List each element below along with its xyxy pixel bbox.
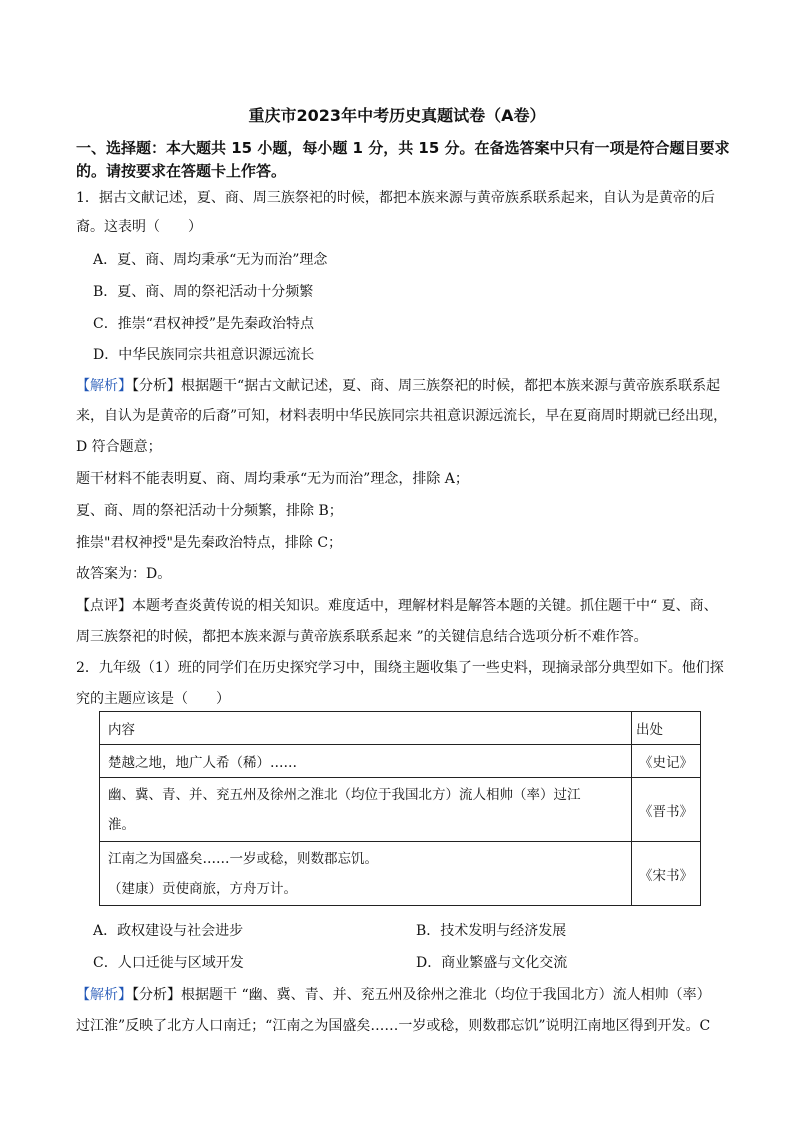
section-heading-line2: 的。请按要求在答题卡上作答。	[76, 162, 287, 180]
analysis-tag: 【解析】	[76, 987, 132, 1003]
q1-analysis-line1	[76, 375, 720, 395]
q1-stem-line2: 裔。这表明（ ）	[76, 219, 202, 235]
table-row	[100, 778, 701, 842]
q2-option-a: A．政权建设与社会进步	[93, 923, 244, 939]
table-header-row	[100, 712, 701, 745]
table-cell-text: 幽、冀、青、并、兖五州及徐州之淮北（均位于我国北方）流人相帅（率）过江	[108, 786, 581, 803]
q1-analysis-line2: 来，自认为是黄帝的后裔”可知，材料表明中华民族同宗共祖意识源远流长，早在夏商周时期就已经出现，	[76, 408, 728, 424]
table-cell-text: 淮。	[108, 816, 135, 833]
q1-analysis-line6: 推崇"君权神授"是先秦政治特点，排除 C；	[76, 535, 343, 551]
table-cell-text: 江南之为国盛矣……一岁或稔，则数郡忘饥。	[108, 850, 378, 867]
table-header-source: 出处	[632, 712, 701, 745]
q2-analysis-line2: 过江淮”反映了北方人口南迁；“江南之为国盛矣……一岁或稔，则数郡忘饥”说明江南地区得到开发。C	[76, 1018, 711, 1034]
q2-stem-line1: 2．九年级（1）班的同学们在历史探究学习中，围绕主题收集了一些史料，现摘录部分典型如下。他们探	[76, 660, 724, 676]
table-cell-text: （建康）贡使商旅，方舟万计。	[108, 880, 297, 897]
table-row	[100, 745, 701, 778]
table-cell-source: 《史记》	[632, 745, 701, 778]
q1-analysis-line3: D 符合题意；	[76, 439, 162, 455]
section-heading-line1: 一、选择题：本大题共 15 小题，每小题 1 分，共 15 分。在备选答案中只有一项是符合题目要求	[76, 139, 730, 157]
q1-analysis-line5: 夏、商、周的祭祀活动十分频繁，排除 B；	[76, 503, 343, 519]
q1-comment-line2: 周三族祭祀的时候，都把本族来源与黄帝族系联系起来 ”的关键信息结合选项分析不难作答。	[76, 629, 648, 645]
q2-option-c: C．人口迁徙与区域开发	[93, 955, 244, 971]
table-cell-text: 楚越之地，地广人希（稀）……	[108, 755, 297, 771]
q1-analysis-line7: 故答案为：D。	[76, 566, 172, 582]
source-table	[99, 711, 701, 906]
table-cell-content	[100, 842, 632, 906]
q2-analysis-line1	[76, 984, 711, 1004]
q1-option-d: D．中华民族同宗共祖意识源远流长	[93, 347, 315, 363]
q1-option-a: A．夏、商、周均秉承“无为而治”理念	[93, 252, 328, 268]
table-cell-content	[100, 745, 632, 778]
q2-analysis-text: 【分析】根据题干 “幽、冀、青、并、兖五州及徐州之淮北（均位于我国北方）流人相帅（率）	[132, 987, 711, 1003]
q1-analysis-text: 【分析】根据题干“据古文献记述，夏、商、周三族祭祀的时候，都把本族来源与黄帝族系联系起	[132, 378, 721, 394]
table-cell-source: 《晋书》	[632, 778, 701, 842]
table-row	[100, 842, 701, 906]
page-title: 重庆市2023年中考历史真题试卷（A卷）	[248, 106, 546, 125]
q1-comment-line1: 【点评】本题考查炎黄传说的相关知识。难度适中，理解材料是解答本题的关键。抓住题干中“ 夏、商、	[76, 598, 718, 614]
q2-option-d: D．商业繁盛与文化交流	[416, 955, 568, 971]
q2-option-b: B．技术发明与经济发展	[416, 923, 567, 939]
q2-stem-line2: 究的主题应该是（ ）	[76, 691, 230, 707]
analysis-tag: 【解析】	[76, 378, 132, 394]
table-cell-source: 《宋书》	[632, 842, 701, 906]
q1-option-b: B．夏、商、周的祭祀活动十分频繁	[93, 284, 314, 300]
table-cell-content	[100, 778, 632, 842]
q1-stem-line1: 1．据古文献记述，夏、商、周三族祭祀的时候，都把本族来源与黄帝族系联系起来，自认为是黄帝的后	[76, 190, 715, 206]
table-header-content: 内容	[100, 712, 632, 745]
q1-option-c: C．推崇“君权神授”是先秦政治特点	[93, 316, 315, 332]
q1-analysis-line4: 题干材料不能表明夏、商、周均秉承“无为而治”理念，排除 A；	[76, 471, 469, 487]
